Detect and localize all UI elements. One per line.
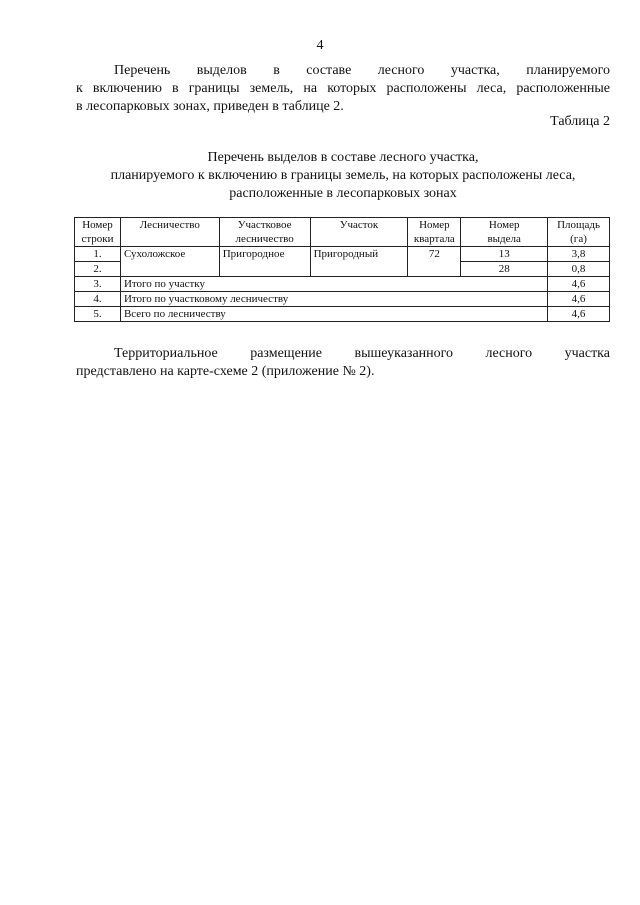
area-cell: 4,6 [548, 277, 610, 292]
area-cell: 4,6 [548, 307, 610, 322]
header-allotment-number: Номер выдела [461, 218, 548, 247]
header-plot: Участок [310, 218, 408, 247]
row-number: 5. [75, 307, 121, 322]
header-forestry: Лесничество [120, 218, 219, 247]
intro-paragraph [76, 62, 610, 116]
table-header-row [75, 218, 610, 247]
page-number: 4 [316, 38, 324, 53]
closing-line-1: Территориальное размещение вышеуказанного лесного участка [114, 346, 610, 361]
intro-line-1: Перечень выделов в составе лесного участка, планируемого [114, 63, 610, 78]
header-district-forestry: Участковое лесничество [219, 218, 310, 247]
row-number: 2. [75, 262, 121, 277]
area-cell: 4,6 [548, 292, 610, 307]
quarter-cell: 72 [408, 247, 461, 277]
allotment-cell: 28 [461, 262, 548, 277]
row-number: 4. [75, 292, 121, 307]
row-number: 3. [75, 277, 121, 292]
table-row [75, 247, 610, 262]
table-label: Таблица 2 [550, 114, 610, 129]
intro-line-2: к включению в границы земель, на которых расположены леса, расположенные [76, 81, 610, 96]
table-title-line-3: расположенные в лесопарковых зонах [229, 186, 457, 201]
allotment-cell: 13 [461, 247, 548, 262]
header-row-number: Номер строки [75, 218, 121, 247]
table-row [75, 307, 610, 322]
area-cell: 3,8 [548, 247, 610, 262]
forestry-cell: Сухоложское [120, 247, 219, 277]
total-label-cell: Итого по участковому лесничеству [120, 292, 547, 307]
table-title-line-2: планируемого к включению в границы земель, на которых расположены леса, [110, 168, 576, 183]
district-forestry-cell: Пригородное [219, 247, 310, 277]
header-area: Площадь (га) [548, 218, 610, 247]
allotments-table [74, 217, 610, 322]
table-row [75, 292, 610, 307]
closing-paragraph [76, 345, 610, 381]
table-row [75, 277, 610, 292]
total-label-cell: Всего по лесничеству [120, 307, 547, 322]
closing-line-2: представлено на карте-схеме 2 (приложение № 2). [76, 364, 375, 379]
header-quarter-number: Номер квартала [408, 218, 461, 247]
area-cell: 0,8 [548, 262, 610, 277]
table-title-line-1: Перечень выделов в составе лесного участка, [207, 150, 479, 165]
plot-cell: Пригородный [310, 247, 408, 277]
table-title [76, 149, 610, 203]
total-label-cell: Итого по участку [120, 277, 547, 292]
intro-line-3: в лесопарковых зонах, приведен в таблице 2. [76, 99, 344, 114]
row-number: 1. [75, 247, 121, 262]
